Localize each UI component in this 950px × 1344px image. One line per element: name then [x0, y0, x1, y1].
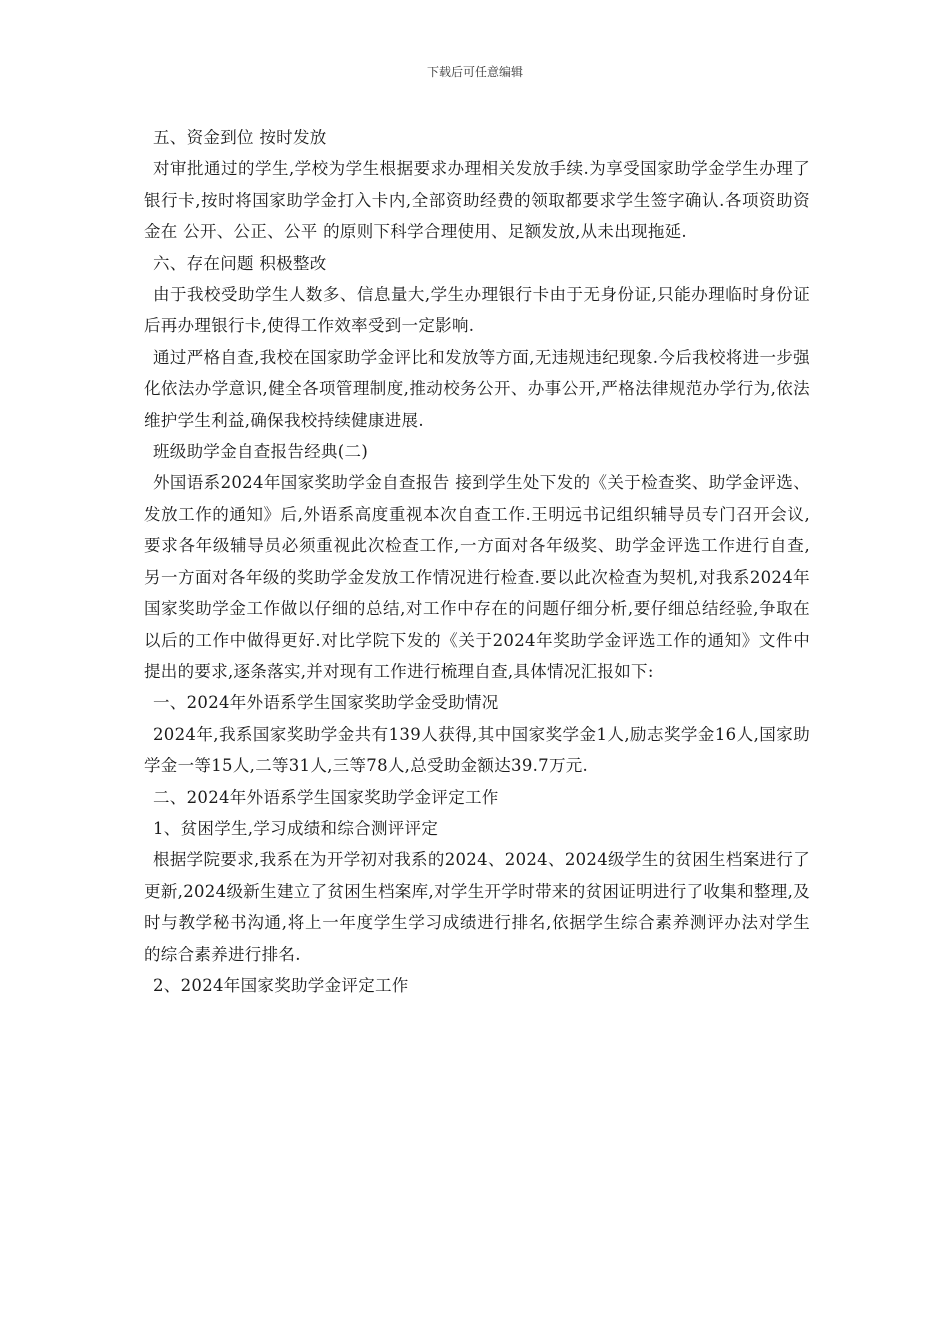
paragraph: 通过严格自查,我校在国家助学金评比和发放等方面,无违规违纪现象.今后我校将进一步强化依法办学意识,健全各项管理制度,推动校务公开、办事公开,严格法律规范办学行为,依法维护学生利益,确保我校持续健康进展. — [144, 347, 810, 430]
section-heading: 六、存在问题 积极整改 — [153, 253, 327, 273]
paragraph: 对审批通过的学生,学校为学生根据要求办理相关发放手续.为享受国家助学金学生办理了银行卡,按时将国家助学金打入卡内,全部资助经费的领取都要求学生签字确认.各项资助资金在 公开、公正、公平 的原则下科学合理使用、足额发放,从未出现拖延. — [144, 159, 810, 242]
section-heading: 一、2024年外语系学生国家奖助学金受助情况 — [153, 693, 499, 713]
subsection-heading: 1、贫困学生,学习成绩和综合测评评定 — [153, 818, 439, 838]
paragraph: 外国语系2024年国家奖助学金自查报告 接到学生处下发的《关于检查奖、助学金评选、发放工作的通知》后,外语系高度重视本次自查工作.王明远书记组织辅导员专门召开会议,要求各年级辅导员必须重视此次检查工作,一方面对各年级奖、助学金评选工作进行自查,另一方面对各年级的奖助学金发放工作情况进行检查.要以此次检查为契机,对我系2024年国家奖助学金工作做以仔细的总结,对工作中存在的问题仔细分析,要仔细总结经验,争取在以后的工作中做得更好.对比学院下发的《关于2024年奖助学金评选工作的通知》文件中提出的要求,逐条落实,并对现有工作进行梳理自查,具体情况汇报如下: — [144, 473, 810, 681]
paragraph: 2024年,我系国家奖助学金共有139人获得,其中国家奖学金1人,励志奖学金16人,国家助学金一等15人,二等31人,三等78人,总受助金额达39.7万元. — [144, 724, 810, 776]
document-body — [144, 122, 810, 1001]
section-heading: 五、资金到位 按时发放 — [153, 128, 327, 147]
subsection-heading: 2、2024年国家奖助学金评定工作 — [153, 975, 409, 995]
page-header: 下载后可任意编辑 — [426, 65, 523, 79]
section-heading: 二、2024年外语系学生国家奖助学金评定工作 — [153, 787, 499, 807]
paragraph: 根据学院要求,我系在为开学初对我系的2024、2024、2024级学生的贫困生档案进行了更新,2024级新生建立了贫困生档案库,对学生开学时带来的贫困证明进行了收集和整理,及时与教学秘书沟通,将上一年度学生学习成绩进行排名,依据学生综合素养测评办法对学生的综合素养进行排名. — [144, 850, 810, 964]
paragraph: 由于我校受助学生人数多、信息量大,学生办理银行卡由于无身份证,只能办理临时身份证后再办理银行卡,使得工作效率受到一定影响. — [144, 285, 810, 336]
report-title: 班级助学金自查报告经典(二) — [153, 442, 369, 462]
